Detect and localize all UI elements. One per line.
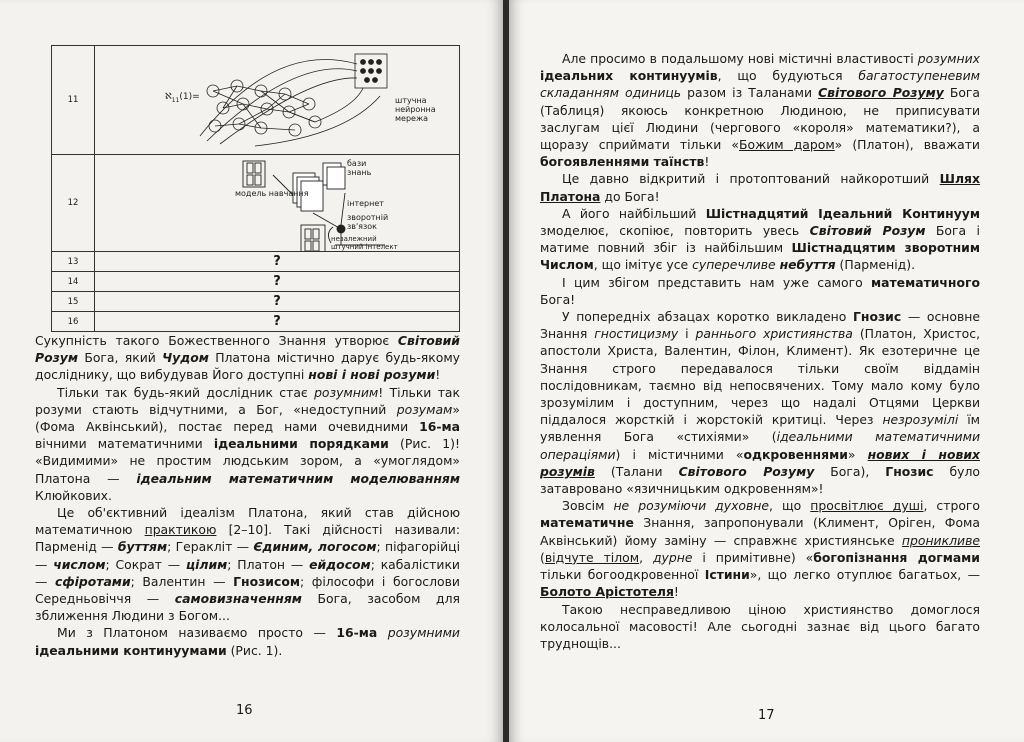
neural-network-cell xyxy=(95,46,460,155)
paragraph: І цим збігом представить нам уже самого математичного Бога! xyxy=(540,274,980,307)
network-label: штучна нейронна мережа xyxy=(395,96,436,123)
table-row: 13 ? xyxy=(52,252,460,272)
paragraph: Сукупність такого Божественного Знання утворює Світовий Розум Бога, який Чудом Платона містично дарує будь-якому досліднику, що вибудував Його доступні нові і нові розуми! xyxy=(35,333,461,383)
knowledge-base-label: бази знань xyxy=(347,159,372,177)
page-number-left: 16 xyxy=(236,703,253,718)
table-row xyxy=(52,155,460,252)
feedback-label: зворотній зв'язок xyxy=(347,213,389,231)
learning-model-cell xyxy=(95,155,460,252)
unknown-cell: ? xyxy=(95,312,460,332)
page-number-right: 17 xyxy=(758,708,775,723)
internet-label: інтернет xyxy=(347,199,384,208)
left-body-text xyxy=(35,332,460,659)
paragraph: Це об'єктивний ідеалізм Платона, який став дійсною математичною практикою [2–10]. Такі дійсності називали: Парменід — буттям; Геракліт — Єдиним, логосом; піфагорійці — числом; Сократ — цілим; Платон — ейдосом; кабалістики — сфіротами; Валентин — Гнозисом; філософи і богослови Середньовіччя — самовизначенням Бога, засобом для зближення Людини з Богом... xyxy=(35,505,461,624)
paragraph: Тільки так будь-який дослідник стає розумним! Тільки так розуми стають відчутними, а Бог, «недоступний розумам» (Фома Аквінський), постає перед нами очевидними 16-ма вічними математичними ідеальними порядками (Рис. 1)! «Видимими» не простим людським зором, а «умоглядом» Платона — ідеальним математичним моделюванням Клюйкових. xyxy=(35,384,460,503)
paragraph: Зовсім не розуміючи духовне, що просвітлює душі, строго математичне Знання, запропонували (Климент, Оріген, Фома Аквінський) йому заміну — справжнє християнське проникливе (відчуте тілом, дурне і примітивне) «богопізнання догмами тільки богоодкровенної Істини», що легко отуплює багатьох, — Болото Арістотеля! xyxy=(540,498,980,600)
paragraph: Це давно відкритий і протоптований найкоротший Шлях Платона до Бога! xyxy=(540,171,980,204)
ideal-continuums-table xyxy=(51,45,460,332)
unknown-cell: ? xyxy=(95,292,460,312)
left-page xyxy=(0,0,503,742)
table-row: 15 ? xyxy=(52,292,460,312)
paragraph: Ми з Платоном називаємо просто — 16-ма розумними ідеальними континуумами (Рис. 1). xyxy=(35,625,460,658)
paragraph: Такою несправедливою ціною християнство домоглося колосальної масовості! Але сьогодні зазнає від цього багато труднощів... xyxy=(540,601,980,651)
learning-model-diagram xyxy=(95,155,462,251)
right-body-text xyxy=(540,50,980,652)
unknown-cell: ? xyxy=(95,272,460,292)
row-number: 11 xyxy=(52,46,95,155)
table-row: 14 ? xyxy=(52,272,460,292)
model-label: модель навчання xyxy=(235,189,309,198)
ai-label: незалежний штучний інтелект xyxy=(331,235,398,251)
paragraph: Але просимо в подальшому нові містичні властивості розумних ідеальних континуумів, що будуються багатоступеневим складанням одиниць разом із Таланами Світового Розуму Бога (Таблиця) якоюсь конкретною Людиною, не приписувати заслугам цієї Людини (чергового «короля» математики?), а щоразу сприймати тільки «Божим даром» (Платон), вважати богоявленнями таїнств! xyxy=(540,51,981,170)
aleph-formula: ℵ$_{11}$(1)= xyxy=(165,92,200,104)
paragraph: У попередніх абзацах коротко викладено Гнозис — основне Знання гностицизму і раннього християнства (Платон, Христос, апостоли Христа, Валентин, Філон, Климент). Як езотеричне це Знання строго передавалося тільки своїм віддамін послідовникам, таємно від непосвячених. Тому мало кому було зрозумілим і доступним, через що надалі Отцями Церкви піддалося жорсткій і жорстокій критиці. Через незрозумілі їм уявлення Бога «стихіями» (ідеальними математичними операціями) і містичними «одкровеннями» нових і нових розумів (Талани Світового Розуму Бога), Гнозис було затавровано «язичницьким одкровенням»! xyxy=(540,309,981,497)
unknown-cell: ? xyxy=(95,252,460,272)
table-row xyxy=(52,46,460,155)
row-number: 12 xyxy=(52,155,95,252)
table-row: 16 ? xyxy=(52,312,460,332)
paragraph: А його найбільший Шістнадцятий Ідеальний Континуум змоделює, скопіює, повторить увесь Світовий Розум Бога і матиме повний збіг із найбільшим Шістнадцятим зворотним Числом, що імітує усе суперечливе небуття (Парменід). xyxy=(540,205,980,273)
